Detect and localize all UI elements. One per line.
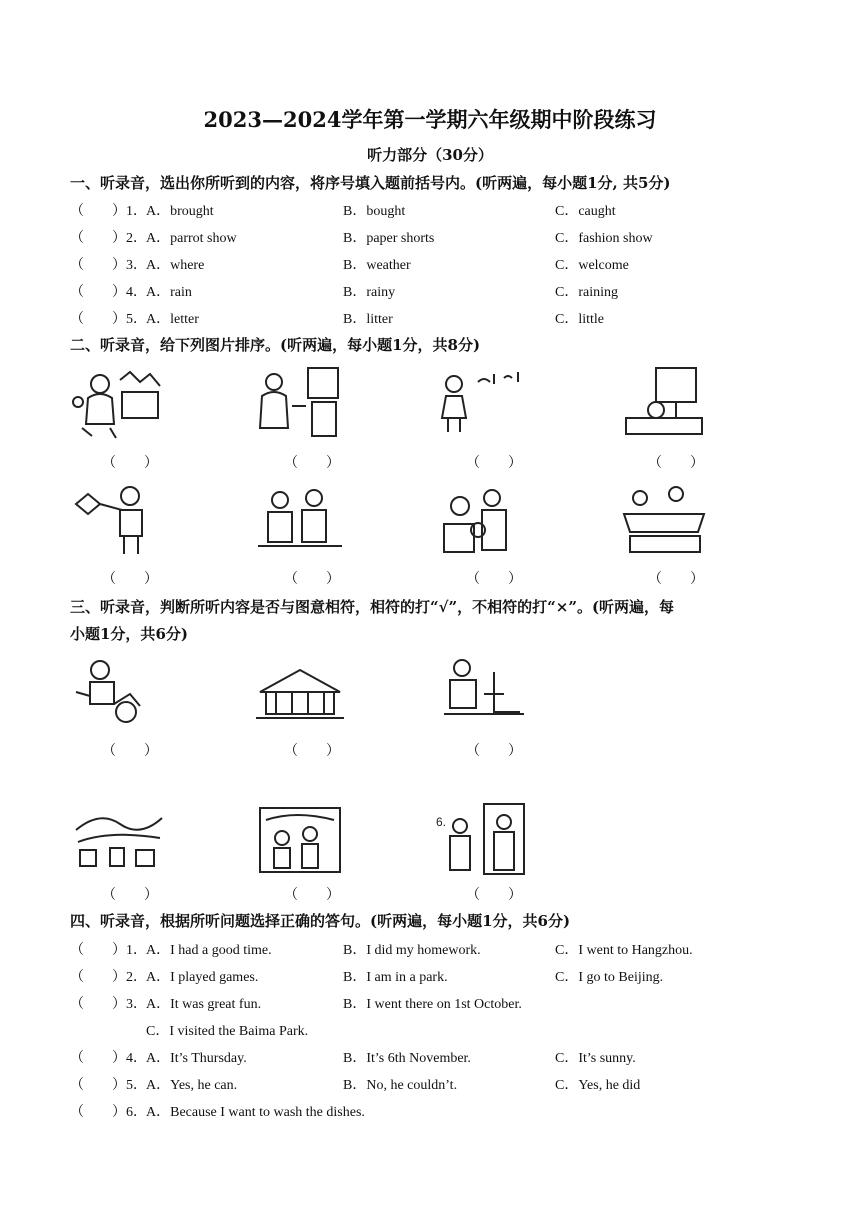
option-b: B．litter [343, 312, 393, 327]
section3-heading-line1: 三、听录音，判断所听内容是否与图意相符，相符的打“√”，不相符的打“×”。(听两遍，每 [70, 598, 675, 616]
option-c: C．I went to Hangzhou. [555, 943, 693, 958]
answer-blank[interactable]: （ ） [70, 204, 126, 219]
option-b: B．I did my homework. [343, 943, 481, 958]
option-c: C．I go to Beijing. [555, 970, 664, 985]
option-b: B．It’s 6th November. [343, 1051, 471, 1066]
question-number: 3． [126, 997, 147, 1012]
option-c: C．It’s sunny. [555, 1051, 636, 1066]
s4-question-2 [70, 966, 830, 986]
answer-blank[interactable]: （ ） [70, 1105, 126, 1120]
answer-blank[interactable]: （ ） [102, 571, 158, 587]
answer-blank[interactable]: （ ） [284, 887, 340, 903]
question-number: 4． [126, 285, 147, 300]
s1-question-2 [70, 227, 830, 247]
option-a: A．Yes, he can. [146, 1078, 238, 1093]
answer-blank[interactable]: （ ） [102, 887, 158, 903]
option-a: A．parrot show [146, 231, 237, 246]
answer-blank[interactable]: （ ） [102, 743, 158, 759]
answer-blank[interactable]: （ ） [70, 231, 126, 246]
option-c: C．raining [555, 285, 618, 300]
answer-blank[interactable]: （ ） [70, 1051, 126, 1066]
picture-classroom-icon [616, 480, 712, 560]
option-a: A．letter [146, 312, 199, 327]
picture-door-people-icon [434, 800, 530, 880]
picture-family-icon [434, 480, 530, 560]
s4-question-1 [70, 939, 830, 959]
question-number: 4． [126, 1051, 147, 1066]
picture-singing-icon [434, 362, 530, 442]
answer-blank[interactable]: （ ） [648, 571, 704, 587]
option-b: B．I went there on 1st October. [343, 997, 522, 1012]
picture-cycling-icon [70, 652, 166, 732]
option-c: C．I visited the Baima Park. [146, 1024, 309, 1039]
answer-blank[interactable]: （ ） [284, 571, 340, 587]
answer-blank[interactable]: （ ） [648, 455, 704, 471]
s1-question-1 [70, 200, 830, 220]
s1-question-3 [70, 254, 830, 274]
answer-blank[interactable]: （ ） [466, 743, 522, 759]
option-b: B．paper shorts [343, 231, 435, 246]
answer-blank[interactable]: （ ） [466, 571, 522, 587]
picture-great-wall-icon [70, 800, 166, 880]
s1-question-4 [70, 281, 830, 301]
option-b: B．weather [343, 258, 411, 273]
answer-blank[interactable]: （ ） [70, 258, 126, 273]
question-number: 5． [126, 1078, 147, 1093]
picture-parade-icon [70, 362, 166, 442]
option-a: A．where [146, 258, 205, 273]
question-number: 6． [126, 1105, 147, 1120]
picture-cooking-icon [434, 652, 530, 732]
s1-question-5 [70, 308, 830, 328]
answer-blank[interactable]: （ ） [70, 285, 126, 300]
page-title: 2023—2024学年第一学期六年级期中阶段练习 [203, 107, 657, 132]
section3-heading-line2: 小题1分，共6分) [70, 625, 188, 643]
answer-blank[interactable]: （ ） [466, 887, 522, 903]
picture-garden-icon [252, 800, 348, 880]
option-b: B．rainy [343, 285, 396, 300]
question-number: 1． [126, 204, 147, 219]
option-c: C．little [555, 312, 604, 327]
question-number: 1． [126, 943, 147, 958]
question-number: 5． [126, 312, 147, 327]
answer-blank[interactable]: （ ） [70, 1078, 126, 1093]
option-c: C．caught [555, 204, 616, 219]
question-number: 2． [126, 231, 147, 246]
s4-question-6 [70, 1101, 830, 1121]
s4-question-5 [70, 1074, 830, 1094]
picture-kitchen-icon [252, 362, 348, 442]
answer-blank[interactable]: （ ） [70, 312, 126, 327]
answer-blank[interactable]: （ ） [466, 455, 522, 471]
s4-question-3-continued [70, 1020, 830, 1040]
s4-question-3 [70, 993, 830, 1013]
option-c: C．fashion show [555, 231, 653, 246]
picture-number-label: 6. [436, 815, 447, 829]
option-c: C．welcome [555, 258, 629, 273]
option-b: B．bought [343, 204, 406, 219]
section2-heading: 二、听录音，给下列图片排序。(听两遍，每小题1分，共8分) [70, 336, 481, 354]
question-number: 2． [126, 970, 147, 985]
page-subtitle: 听力部分（30分） [367, 146, 493, 164]
answer-blank[interactable]: （ ） [70, 997, 126, 1012]
picture-reading-icon [252, 480, 348, 560]
picture-palace-icon [252, 652, 348, 732]
option-a: A．I played games. [146, 970, 259, 985]
answer-blank[interactable]: （ ） [284, 743, 340, 759]
picture-kite-icon [70, 480, 166, 560]
option-a: A．Because I want to wash the dishes. [146, 1105, 365, 1120]
answer-blank[interactable]: （ ） [70, 943, 126, 958]
option-a: A．brought [146, 204, 214, 219]
question-number: 3． [126, 258, 147, 273]
option-b: B．I am in a park. [343, 970, 448, 985]
option-a: A．I had a good time. [146, 943, 272, 958]
answer-blank[interactable]: （ ） [102, 455, 158, 471]
answer-blank[interactable]: （ ） [70, 970, 126, 985]
option-b: B．No, he couldn’t. [343, 1078, 458, 1093]
section4-heading: 四、听录音，根据所听问题选择正确的答句。(听两遍，每小题1分，共6分) [70, 912, 571, 930]
section1-heading: 一、听录音，选出你所听到的内容，将序号填入题前括号内。(听两遍，每小题1分, 共5分) [70, 174, 671, 192]
picture-computer-icon [616, 362, 712, 442]
option-a: A．It’s Thursday. [146, 1051, 247, 1066]
s4-question-4 [70, 1047, 830, 1067]
option-a: A．It was great fun. [146, 997, 262, 1012]
option-c: C．Yes, he did [555, 1078, 641, 1093]
answer-blank[interactable]: （ ） [284, 455, 340, 471]
option-a: A．rain [146, 285, 192, 300]
